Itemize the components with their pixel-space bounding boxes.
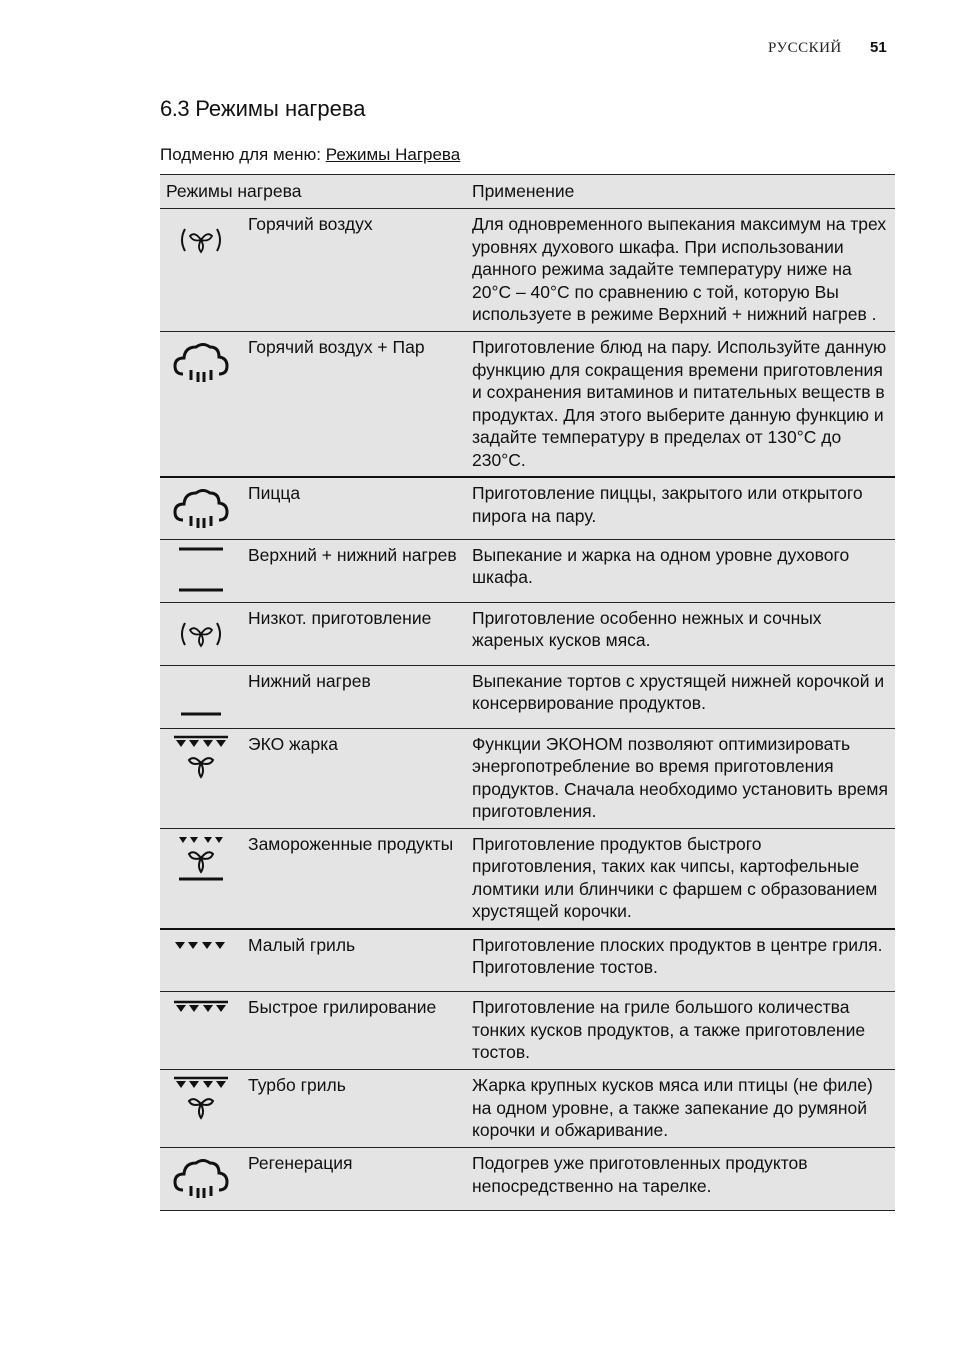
column-header-usage: Применение	[466, 175, 895, 209]
table-row	[160, 602, 895, 665]
submenu-prefix: Подменю для меню:	[160, 145, 321, 164]
steam-cloud-icon	[169, 336, 233, 388]
table-row	[160, 1148, 895, 1211]
mode-name: Пицца	[242, 477, 466, 539]
section-number: 6.3	[160, 96, 190, 121]
fan-icon	[171, 607, 231, 657]
mode-name: Малый гриль	[242, 929, 466, 992]
mode-name: Турбо гриль	[242, 1070, 466, 1148]
frozen-food-icon	[169, 833, 233, 885]
page-number: 51	[870, 39, 887, 56]
mode-description: Приготовление особенно нежных и сочных жареных кусков мяса.	[466, 602, 895, 665]
steam-cloud-icon	[169, 1152, 233, 1204]
mode-icon-cell	[160, 477, 242, 539]
mode-icon-cell	[160, 728, 242, 828]
section-title	[160, 96, 366, 122]
header-language: РУССКИЙ	[768, 40, 842, 56]
mode-description: Приготовление на гриле большого количества тонких кусков продуктов, а также приготовление тостов.	[466, 992, 895, 1070]
mode-name: Замороженные продукты	[242, 828, 466, 929]
mode-description: Приготовление пиццы, закрытого или открытого пирога на пару.	[466, 477, 895, 539]
fan-icon	[171, 213, 231, 263]
section-title-text: Режимы нагрева	[195, 96, 366, 121]
table-row	[160, 209, 895, 332]
bottom-heat-icon	[171, 670, 231, 724]
mode-icon-cell	[160, 1148, 242, 1211]
table-row	[160, 929, 895, 992]
submenu-line	[160, 145, 460, 165]
mode-name: ЭКО жарка	[242, 728, 466, 828]
mode-description: Выпекание и жарка на одном уровне духового шкафа.	[466, 539, 895, 602]
table-header-row	[160, 175, 895, 209]
table-row	[160, 332, 895, 478]
mode-name: Низкот. приготовление	[242, 602, 466, 665]
mode-name: Нижний нагрев	[242, 665, 466, 728]
mode-name: Верхний + нижний нагрев	[242, 539, 466, 602]
table-row	[160, 665, 895, 728]
mode-name: Регенерация	[242, 1148, 466, 1211]
table-row	[160, 992, 895, 1070]
column-header-modes: Режимы нагрева	[160, 175, 466, 209]
mode-icon-cell	[160, 665, 242, 728]
mode-name: Быстрое грилирование	[242, 992, 466, 1070]
top-bottom-heat-icon	[171, 544, 231, 598]
table-row	[160, 1070, 895, 1148]
mode-icon-cell	[160, 209, 242, 332]
mode-description: Для одновременного выпекания максимум на трех уровнях духового шкафа. При использовании данного режима задайте температуру ниже на 20°C – 40°C по сравнению с той, которую Вы используете в режиме Верхний + нижний нагрев .	[466, 209, 895, 332]
heating-modes-table	[160, 174, 895, 1211]
mode-description: Подогрев уже приготовленных продуктов непосредственно на тарелке.	[466, 1148, 895, 1211]
eco-grill-fan-icon	[169, 733, 233, 785]
mode-icon-cell	[160, 992, 242, 1070]
mode-name: Горячий воздух	[242, 209, 466, 332]
mode-description: Жарка крупных кусков мяса или птицы (не филе) на одном уровне, а также запекание до румяной корочки и обжаривание.	[466, 1070, 895, 1148]
small-grill-icon	[169, 934, 233, 964]
mode-description: Приготовление плоских продуктов в центре гриля. Приготовление тостов.	[466, 929, 895, 992]
mode-icon-cell	[160, 828, 242, 929]
steam-cloud-icon	[169, 482, 233, 534]
submenu-link[interactable]: Режимы Нагрева	[325, 145, 461, 164]
mode-icon-cell	[160, 929, 242, 992]
mode-icon-cell	[160, 1070, 242, 1148]
table-row	[160, 477, 895, 539]
table-row	[160, 539, 895, 602]
table-row	[160, 828, 895, 929]
mode-icon-cell	[160, 332, 242, 478]
mode-name: Горячий воздух + Пар	[242, 332, 466, 478]
mode-description: Выпекание тортов с хрустящей нижней корочкой и консервирование продуктов.	[466, 665, 895, 728]
table-row	[160, 728, 895, 828]
turbo-grill-icon	[169, 1074, 233, 1126]
mode-description: Функции ЭКОНОМ позволяют оптимизировать энергопотребление во время приготовления продуктов. Сначала необходимо установить время приготовления.	[466, 728, 895, 828]
mode-icon-cell	[160, 602, 242, 665]
mode-icon-cell	[160, 539, 242, 602]
mode-description: Приготовление блюд на пару. Используйте данную функцию для сокращения времени приготовления и сохранения витаминов и питательных веществ в продуктах. Для этого выберите данную функцию и задайте температуру в пределах от 130°C до 230°C.	[466, 332, 895, 478]
fast-grill-icon	[169, 996, 233, 1026]
mode-description: Приготовление продуктов быстрого приготовления, таких как чипсы, картофельные ломтики или блинчики с фаршем с образованием хрустящей корочки.	[466, 828, 895, 929]
